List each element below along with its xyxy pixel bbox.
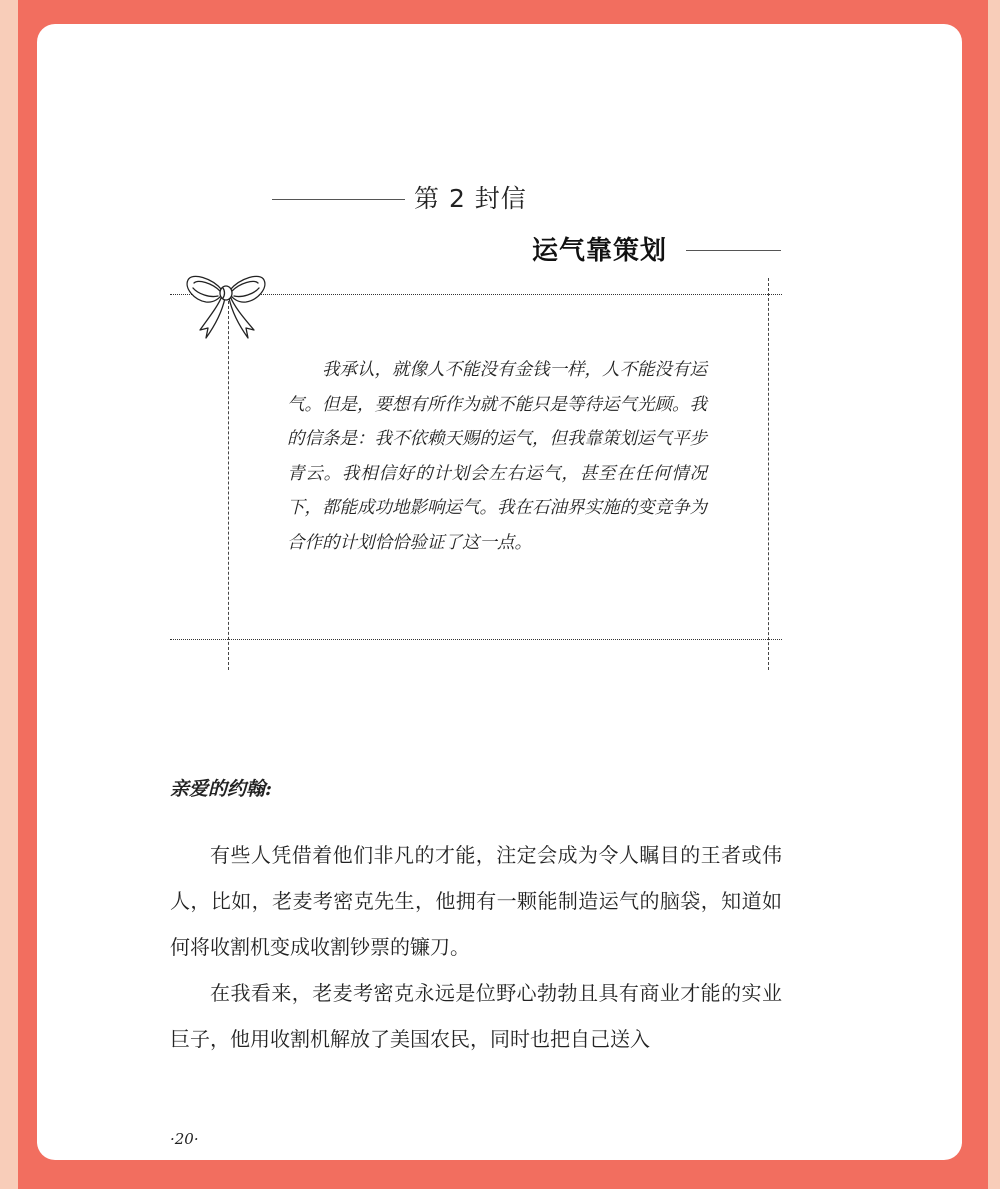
page-edge-right — [988, 0, 1000, 1189]
chapter-label-rule — [272, 199, 405, 200]
frame-right-dashed-line — [768, 278, 769, 670]
chapter-title-rule — [686, 250, 781, 251]
chapter-quote: 我承认，就像人不能没有金钱一样，人不能没有运气。但是，要想有所作为就不能只是等待运气光顾。我的信条是：我不依赖天赐的运气，但我靠策划运气平步青云。我相信好的计划会左右运气，甚至在任何情况下，都能成功地影响运气。我在石油界实施的变竞争为合作的计划恰恰验证了这一点。 — [287, 360, 707, 553]
page-edge-left — [0, 0, 18, 1189]
letter-salutation: 亲爱的约翰: — [170, 778, 273, 800]
frame-bottom-dotted-line — [170, 639, 782, 640]
chapter-title: 运气靠策划 — [532, 236, 668, 266]
chapter-label: 第 2 封信 — [414, 184, 527, 213]
bow-icon — [184, 270, 270, 342]
frame-left-dashed-line — [228, 296, 229, 670]
letter-paragraph: 有些人凭借着他们非凡的才能，注定会成为令人瞩目的王者或伟人，比如，老麦考密克先生，他拥有一颗能制造运气的脑袋，知道如何将收割机变成收割钞票的镰刀。 — [170, 843, 782, 959]
page-number: ·20· — [170, 1130, 199, 1148]
letter-body — [170, 832, 782, 1062]
letter-paragraph: 在我看来，老麦考密克永远是位野心勃勃且具有商业才能的实业巨子，他用收割机解放了美国农民，同时也把自己送入 — [170, 981, 782, 1051]
